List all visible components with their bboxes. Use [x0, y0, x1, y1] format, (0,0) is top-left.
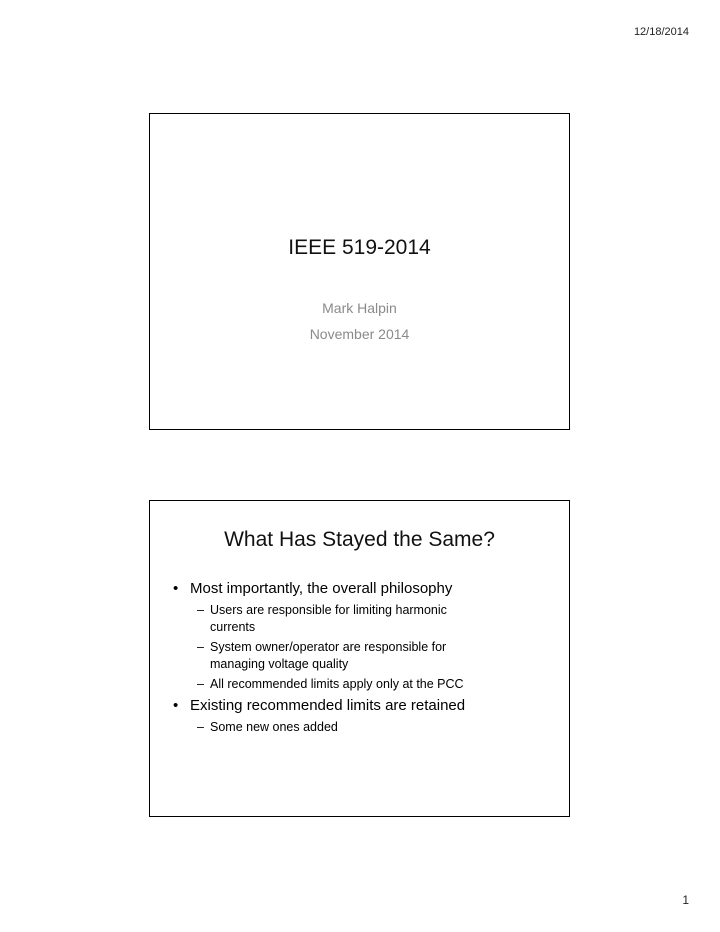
dash-icon: – [197, 720, 204, 734]
sub-bullet-line: Some new ones added [210, 720, 338, 734]
bullet-icon: • [173, 580, 179, 597]
sub-bullet-item [164, 719, 559, 736]
bullet-text: Existing recommended limits are retained [190, 697, 466, 714]
page-date: 12/18/2014 [633, 26, 689, 38]
bullet-icon: • [173, 697, 179, 714]
dash-icon: – [197, 603, 204, 617]
sub-bullet-item [164, 602, 559, 636]
sub-bullet-line: currents [210, 620, 256, 634]
dash-icon: – [197, 677, 204, 691]
sub-bullet-line: managing voltage quality [210, 657, 349, 671]
dash-icon: – [197, 640, 204, 654]
title-slide [149, 113, 570, 430]
bullet-item [164, 696, 559, 716]
sub-bullet-line: All recommended limits apply only at the PCC [210, 677, 464, 691]
bullet-item [164, 579, 559, 599]
bullet-text: Most importantly, the overall philosophy [190, 580, 453, 597]
sub-bullet-item [164, 639, 559, 673]
slide-title: What Has Stayed the Same? [224, 528, 495, 551]
sub-bullet-line: Users are responsible for limiting harmonic [210, 603, 447, 617]
presentation-date: November 2014 [309, 326, 410, 342]
content-slide [149, 500, 570, 817]
sub-bullet-line: System owner/operator are responsible for [210, 640, 447, 654]
slide-title: IEEE 519-2014 [288, 236, 431, 259]
bullet-list [164, 579, 559, 739]
sub-bullet-item [164, 676, 559, 693]
presenter-name: Mark Halpin [322, 300, 397, 316]
page-number: 1 [682, 893, 689, 907]
